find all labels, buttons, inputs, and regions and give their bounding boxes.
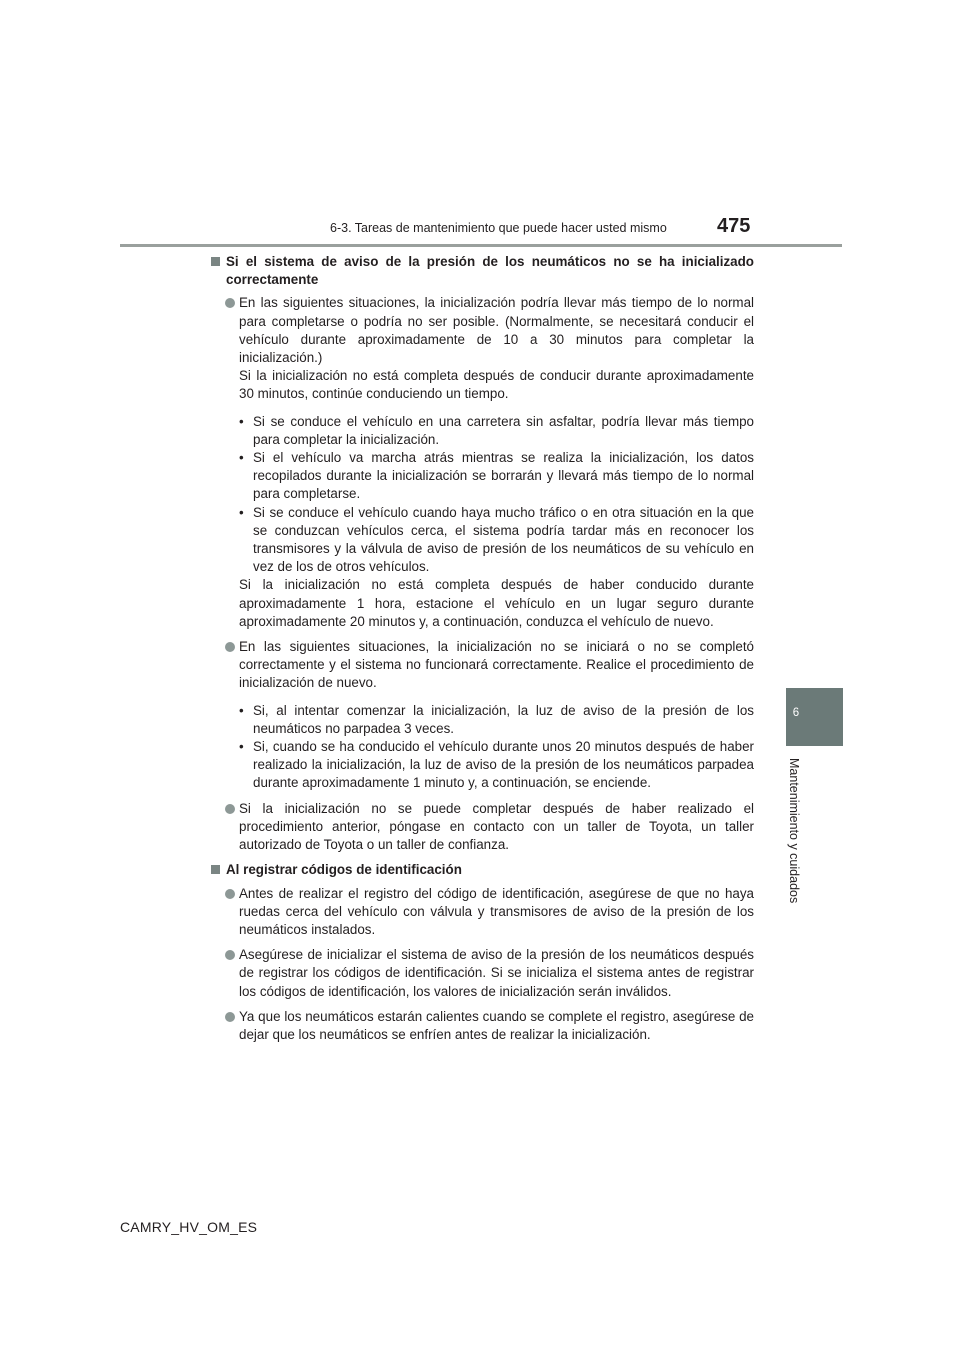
page-number: 475	[717, 215, 751, 237]
bullet-text: En las siguientes situaciones, la inicialización no se iniciará o no se completó correctamente y el sistema no funcionará correctamente. Realice el procedimiento de inicialización de nuevo.	[239, 639, 754, 691]
bullet-text: En las siguientes situaciones, la inicialización podría llevar más tiempo de lo normal para completarse o podría no ser posible. (Normalmente, se necesitará conducir el vehículo durante aproximadamente de 10 a 30 minutos para completar la inicialización.)	[239, 295, 754, 366]
dot-marker: •	[239, 739, 244, 755]
sub-item-text: Si se conduce el vehículo cuando haya mucho tráfico o en otra situación en la que se conduzcan vehículos cerca, el sistema podría tardar más en reconocer los transmisores y la válvula de aviso de presión de los neumáticos de su vehículo en vez de los de otros vehículos.	[253, 504, 754, 575]
sub-list-item	[211, 449, 754, 504]
dot-marker: •	[239, 413, 244, 429]
circle-bullet-icon	[225, 950, 235, 960]
bullet-item	[211, 294, 754, 403]
bullet-item	[211, 946, 754, 1001]
page-content	[211, 253, 754, 1051]
header-rule	[120, 244, 842, 247]
sub-list-item	[211, 738, 754, 793]
bullet-item	[211, 1008, 754, 1044]
dot-marker: •	[239, 702, 244, 718]
dot-marker: •	[239, 504, 244, 520]
circle-bullet-icon	[225, 889, 235, 899]
sub-list-item	[211, 413, 754, 449]
square-bullet-icon	[211, 865, 220, 874]
circle-bullet-icon	[225, 642, 235, 652]
section-heading-text: Si el sistema de aviso de la presión de los neumáticos no se ha inicializado correctamente	[226, 254, 754, 288]
document-id: CAMRY_HV_OM_ES	[120, 1219, 258, 1235]
sub-list-item	[211, 702, 754, 738]
chapter-label: Mantenimiento y cuidados	[787, 758, 801, 904]
sub-item-text: Si, cuando se ha conducido el vehículo durante unos 20 minutos después de haber realizado la inicialización, la luz de aviso de la presión de los neumáticos parpadea durante aproximadamente 1 minuto y, a continuación, se enciende.	[253, 739, 754, 791]
bullet-text: Asegúrese de inicializar el sistema de aviso de la presión de los neumáticos después de registrar los códigos de identificación. Si se inicializa el sistema antes de registrar los códigos de identificación, los valores de inicialización serán inválidos.	[239, 947, 754, 999]
section-heading	[211, 253, 754, 289]
sub-item-text: Si, al intentar comenzar la inicialización, la luz de aviso de la presión de los neumáticos no parpadea 3 veces.	[253, 702, 754, 736]
square-bullet-icon	[211, 257, 220, 266]
section-heading-text: Al registrar códigos de identificación	[226, 862, 462, 878]
chapter-label-wrap	[783, 758, 805, 908]
section-heading	[211, 861, 754, 879]
dot-marker: •	[239, 450, 244, 466]
bullet-text-continued: Si la inicialización no está completa después de conducir durante aproximadamente 30 minutos, continúe conduciendo un tiempo.	[239, 368, 754, 402]
bullet-item	[211, 638, 754, 693]
bullet-item	[211, 885, 754, 940]
bullet-text: Ya que los neumáticos estarán calientes cuando se complete el registro, asegúrese de dejar que los neumáticos se enfríen antes de realizar la inicialización.	[239, 1008, 754, 1042]
paragraph: Si la inicialización no está completa después de haber conducido durante aproximadamente 1 hora, estacione el vehículo en un lugar seguro durante aproximadamente 20 minutos y, a continuación, conduzca el vehículo de nuevo.	[239, 577, 754, 629]
header-section-title: 6-3. Tareas de mantenimiento que puede hacer usted mismo	[330, 221, 667, 235]
bullet-text: Si la inicialización no se puede completar después de haber realizado el procedimiento anterior, póngase en contacto con un taller de Toyota, un taller autorizado de Toyota o un taller de confianza.	[239, 800, 754, 853]
circle-bullet-icon	[225, 804, 235, 814]
sub-list	[211, 702, 754, 793]
sub-list-item	[211, 504, 754, 577]
bullet-item	[211, 800, 754, 855]
bullet-text: Antes de realizar el registro del código de identificación, asegúrese de que no haya ruedas cerca del vehículo con válvula y transmisores de aviso de la presión de los neumáticos instalados.	[239, 885, 754, 937]
chapter-tab-number: 6	[792, 707, 800, 719]
sub-item-text: Si se conduce el vehículo en una carretera sin asfaltar, podría llevar más tiempo para completar la inicialización.	[253, 413, 754, 447]
sub-item-text: Si el vehículo va marcha atrás mientras se realiza la inicialización, los datos recopilados durante la inicialización se borrarán y llevará más tiempo de lo normal para completarse.	[253, 450, 754, 502]
circle-bullet-icon	[225, 1012, 235, 1022]
sub-list	[211, 413, 754, 577]
circle-bullet-icon	[225, 298, 235, 308]
